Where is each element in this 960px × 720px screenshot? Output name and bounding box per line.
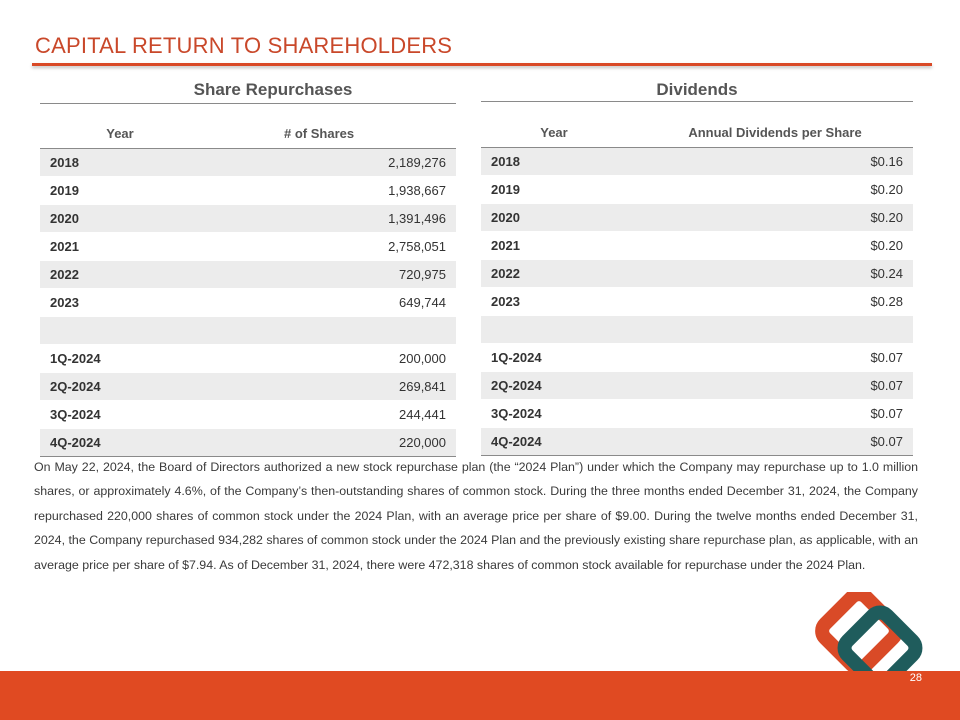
share-repurchases-col-shares: # of Shares: [200, 118, 456, 149]
row-value: 2,758,051: [200, 233, 456, 261]
row-year: 2021: [40, 233, 200, 261]
table-row: [481, 372, 913, 400]
row-year: 2022: [481, 260, 627, 288]
table-row: [481, 400, 913, 428]
row-value: 649,744: [200, 289, 456, 317]
row-year: 4Q-2024: [40, 429, 200, 457]
table-row: [40, 289, 456, 317]
table-row: [481, 232, 913, 260]
table-row: [481, 344, 913, 372]
table-row: [481, 260, 913, 288]
table-row: [40, 345, 456, 373]
row-value: $0.24: [627, 260, 913, 288]
row-value: 220,000: [200, 429, 456, 457]
row-value: 200,000: [200, 345, 456, 373]
page-title: CAPITAL RETURN TO SHAREHOLDERS: [35, 33, 453, 58]
table-row: [40, 373, 456, 401]
row-value: $0.20: [627, 232, 913, 260]
row-year: 2021: [481, 232, 627, 260]
row-value: $0.07: [627, 400, 913, 428]
row-year: 3Q-2024: [40, 401, 200, 429]
table-row: [481, 428, 913, 456]
row-year: 4Q-2024: [481, 428, 627, 456]
row-year: 3Q-2024: [481, 400, 627, 428]
row-year: 2Q-2024: [481, 372, 627, 400]
row-year: 1Q-2024: [40, 345, 200, 373]
row-value: [200, 317, 456, 345]
dividends-col-annual: Annual Dividends per Share: [627, 117, 913, 148]
table-row: [481, 204, 913, 232]
table-row: [481, 316, 913, 344]
footer-bar: [0, 671, 960, 720]
row-value: 269,841: [200, 373, 456, 401]
table-row: [40, 317, 456, 345]
row-value: 1,938,667: [200, 177, 456, 205]
table-row: [40, 261, 456, 289]
table-row: [40, 401, 456, 429]
share-repurchases-heading-rule: [40, 103, 456, 104]
row-year: [481, 316, 627, 344]
table-row: [481, 148, 913, 176]
row-year: 2022: [40, 261, 200, 289]
page-number: 28: [909, 672, 922, 684]
row-year: 2019: [40, 177, 200, 205]
row-year: 2023: [40, 289, 200, 317]
row-year: 2020: [40, 205, 200, 233]
dividends-heading: Dividends: [656, 80, 738, 99]
table-row: [40, 233, 456, 261]
title-divider: [32, 63, 932, 66]
row-value: $0.16: [627, 148, 913, 176]
dividends-table: [481, 117, 913, 456]
table-row: [40, 205, 456, 233]
row-year: [40, 317, 200, 345]
row-value: $0.28: [627, 288, 913, 316]
table-row: [481, 288, 913, 316]
row-value: 244,441: [200, 401, 456, 429]
table-row: [481, 176, 913, 204]
row-year: 2018: [481, 148, 627, 176]
row-value: $0.07: [627, 344, 913, 372]
row-year: 1Q-2024: [481, 344, 627, 372]
repurchase-plan-paragraph: On May 22, 2024, the Board of Directors authorized a new stock repurchase plan (the “2024 Plan”) under which the Company may repurchase up to 1.0 million shares, or approximately 4.6%, of the Company’s then-outstanding shares of common stock. During the three months ended December 31, 2024, the Company repurchased 220,000 shares of common stock under the 2024 Plan, with an average price per share of $9.00. During the twelve months ended December 31, 2024, the Company repurchased 934,282 shares of common stock under the 2024 Plan and the previously existing share repurchase plan, as applicable, with an average price per share of $7.94. As of December 31, 2024, there were 472,318 shares of common stock available for repurchase under the 2024 Plan.: [34, 460, 918, 572]
dividends-col-year: Year: [481, 117, 627, 148]
row-value: $0.07: [627, 428, 913, 456]
share-repurchases-col-year: Year: [40, 118, 200, 149]
row-value: 720,975: [200, 261, 456, 289]
row-value: $0.20: [627, 176, 913, 204]
row-value: [627, 316, 913, 344]
row-value: $0.07: [627, 372, 913, 400]
row-value: 1,391,496: [200, 205, 456, 233]
dividends-heading-rule: [481, 101, 913, 102]
table-row: [40, 177, 456, 205]
share-repurchases-heading: Share Repurchases: [193, 80, 353, 99]
row-year: 2018: [40, 149, 200, 177]
row-value: $0.20: [627, 204, 913, 232]
row-year: 2Q-2024: [40, 373, 200, 401]
row-year: 2019: [481, 176, 627, 204]
share-repurchases-table: [40, 118, 456, 457]
row-year: 2023: [481, 288, 627, 316]
table-row: [40, 429, 456, 457]
row-value: 2,189,276: [200, 149, 456, 177]
table-row: [40, 149, 456, 177]
row-year: 2020: [481, 204, 627, 232]
